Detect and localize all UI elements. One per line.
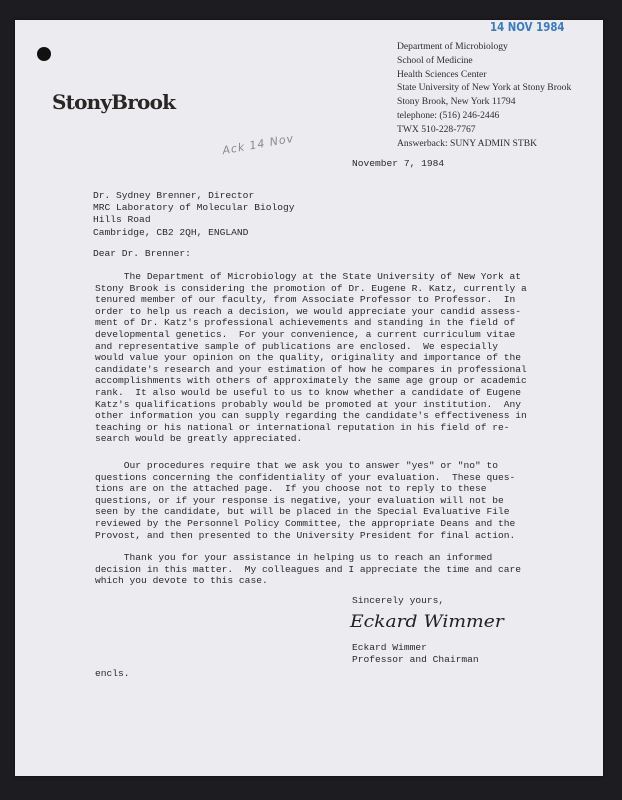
body-paragraph-3 xyxy=(95,552,521,587)
body-paragraph-2 xyxy=(95,460,515,541)
recipient-address xyxy=(93,190,295,239)
punch-hole xyxy=(37,47,51,61)
text-line: Stony Brook is considering the promotion of Dr. Eugene R. Katz, currently a xyxy=(95,282,527,294)
text-line: ment of Dr. Katz's professional achievements and standing in the field of xyxy=(95,317,516,329)
text-line: questions, or if your response is negative, your evaluation will not be xyxy=(95,494,504,506)
text-line: Dr. Sydney Brenner, Director xyxy=(93,190,255,201)
text-line: The Department of Microbiology at the State University of New York at xyxy=(95,271,522,282)
text-line: Professor and Chairman xyxy=(352,653,479,665)
text-line: other information you can supply regarding the candidate's effectiveness in xyxy=(95,410,527,422)
text-line: MRC Laboratory of Molecular Biology xyxy=(93,202,295,214)
body-paragraph-1 xyxy=(95,271,527,445)
text-line: Thank you for your assistance in helping us to reach an informed xyxy=(95,552,493,563)
text-line: School of Medicine xyxy=(397,54,473,66)
letter-date: November 7, 1984 xyxy=(352,158,445,169)
text-line: Eckard Wimmer xyxy=(352,642,427,653)
text-line: Our procedures require that we ask you to answer "yes" or "no" to xyxy=(95,460,499,471)
enclosure-note: encls. xyxy=(95,668,130,679)
text-line: search would be greatly appreciated. xyxy=(95,433,303,445)
text-line: candidate's research and your estimation of how he compares in professional xyxy=(95,363,527,375)
text-line: Health Sciences Center xyxy=(397,68,487,80)
text-line: Hills Road xyxy=(93,214,151,226)
received-date-stamp: 14 NOV 1984 xyxy=(490,20,565,34)
text-line: tenured member of our faculty, from Associate Professor to Professor. In xyxy=(95,294,516,306)
text-line: TWX 510-228-7767 xyxy=(397,123,476,135)
text-line: Department of Microbiology xyxy=(397,41,508,52)
text-line: Cambridge, CB2 2QH, ENGLAND xyxy=(93,226,249,238)
text-line: Stony Brook, New York 11794 xyxy=(397,96,516,108)
signer-block xyxy=(352,642,479,665)
text-line: questions concerning the confidentiality of your evaluation. These ques- xyxy=(95,471,516,483)
closing: Sincerely yours, xyxy=(352,595,445,606)
text-line: rank. It also would be useful to us to know whether a candidate of Eugene xyxy=(95,386,522,398)
text-line: and representative sample of publications are enclosed. We especially xyxy=(95,340,499,352)
salutation: Dear Dr. Brenner: xyxy=(93,248,191,259)
text-line: Katz's qualifications probably would be promoted at your institution. Any xyxy=(95,398,522,410)
text-line: teaching or his national or international reputation in his field of re- xyxy=(95,421,510,433)
text-line: decision in this matter. My colleagues and I appreciate the time and care xyxy=(95,563,522,575)
text-line: developmental genetics. For your convenience, a current curriculum vitae xyxy=(95,328,516,340)
text-line: Answerback: SUNY ADMIN STBK xyxy=(397,137,538,149)
text-line: telephone: (516) 246-2446 xyxy=(397,109,500,121)
handwritten-signature: Eckard Wimmer xyxy=(350,612,504,632)
text-line: reviewed by the Personnel Policy Committee, the appropriate Deans and the xyxy=(95,517,516,529)
text-line: seen by the candidate, but will be placed in the Special Evaluative File xyxy=(95,506,510,518)
handwritten-acknowledgement: Ack 14 Nov xyxy=(221,131,295,158)
text-line: tions are on the attached page. If you choose not to reply to these xyxy=(95,483,487,495)
text-line: State University of New York at Stony Brook xyxy=(397,82,572,94)
letterhead-address xyxy=(397,40,571,150)
text-line: which you devote to this case. xyxy=(95,575,268,587)
text-line: accomplishments with others of approximately the same age group or academic xyxy=(95,375,527,387)
text-line: Provost, and then presented to the University President for final action. xyxy=(95,529,516,541)
university-logo: StonyBrook xyxy=(52,90,176,114)
text-line: would value your opinion on the quality, originality and importance of the xyxy=(95,352,522,364)
text-line: order to help us reach a decision, we would appreciate your candid assess- xyxy=(95,305,522,317)
